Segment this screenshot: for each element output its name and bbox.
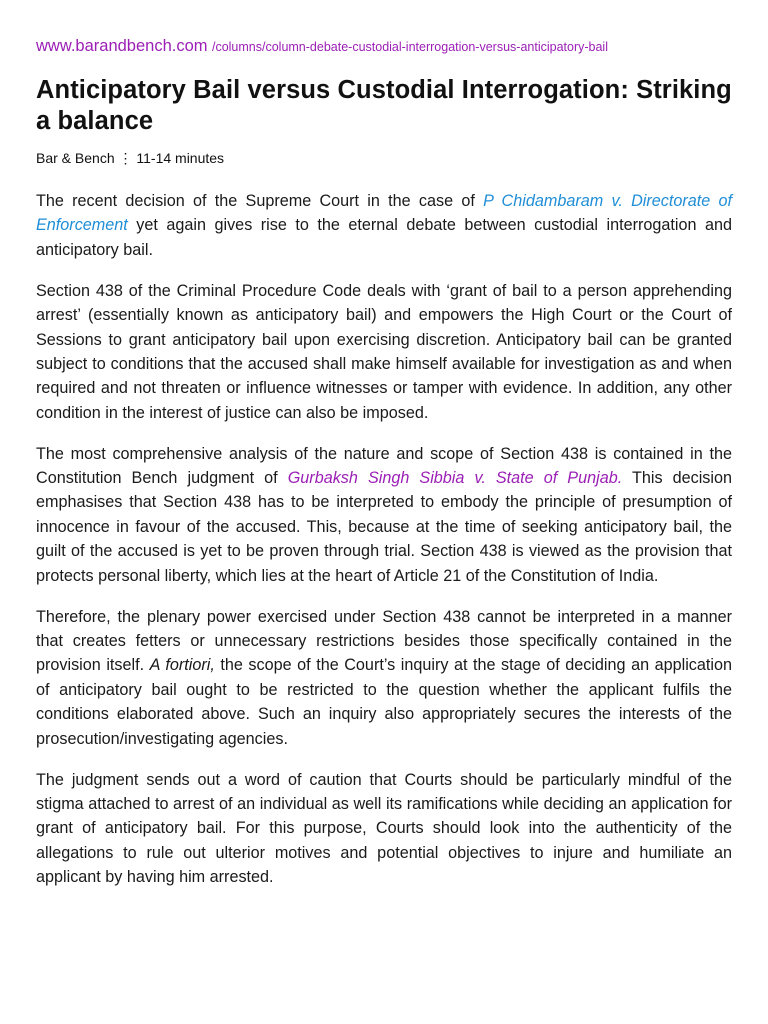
paragraph-3-text-after: This decision emphasises that Section 438 has to be interpreted to embody the principle of presumption of innocence in favour of the accused. This, because at the time of seeking anticipatory bail, the guilt of the accused is yet to be proven through trial. Section 438 is viewed as the provision that protects personal liberty, which lies at the heart of Article 21 of the Constitution of India.	[36, 469, 732, 585]
paragraph-2: Section 438 of the Criminal Procedure Code deals with ‘grant of bail to a person apprehending arrest’ (essentially known as anticipatory bail) and empowers the High Court or the Court of Sessions to grant anticipatory bail upon exercising discretion. Anticipatory bail can be granted subject to conditions that the accused shall make himself available for investigation as and when required and not threaten or influence witnesses or tamper with evidence. In addition, any other condition in the interest of justice can also be imposed.	[36, 281, 732, 422]
paragraph-3	[36, 442, 732, 588]
paragraph-1	[36, 189, 732, 262]
paragraph-5: The judgment sends out a word of caution that Courts should be particularly mindful of the stigma attached to arrest of an individual as well its ramifications while deciding an application for grant of anticipatory bail. For this purpose, Courts should look into the authenticity of the allegations to rule out ulterior motives and potential objectives to injure and humiliate an applicant by having him arrested.	[36, 770, 732, 887]
paragraph-4-italic: A fortiori,	[149, 656, 215, 675]
source-url	[36, 36, 732, 57]
article-body	[36, 189, 732, 890]
paragraph-1-text-after: yet again gives rise to the eternal debate between custodial interrogation and anticipatory bail.	[36, 216, 732, 259]
paragraph-4	[36, 605, 732, 751]
paragraph-4-text-after: the scope of the Court’s inquiry at the stage of deciding an application of anticipatory bail ought to be restricted to the question whether the applicant fulfils the conditions elaborated above. Such an inquiry also appropriately secures the interests of the prosecution/investigating agencies.	[36, 656, 733, 748]
source-domain-link[interactable]: www.barandbench.com	[36, 37, 208, 55]
paragraph-3-text-before: The most comprehensive analysis of the nature and scope of Section 438 is contained in the Constitution Bench judgment of	[36, 444, 732, 488]
article-meta: Bar & Bench ⋮ 11-14 minutes	[36, 150, 225, 166]
article-title: Anticipatory Bail versus Custodial Interrogation: Striking a balance	[36, 76, 732, 135]
case-link-sibbia[interactable]: Gurbaksh Singh Sibbia v. State of Punjab.	[287, 469, 623, 488]
paragraph-4-text-before: Therefore, the plenary power exercised under Section 438 cannot be interpreted in a manner that creates fetters or unnecessary restrictions besides those specifically contained in the provision itself.	[36, 607, 732, 675]
case-link-chidambaram[interactable]: P Chidambaram v. Directorate of Enforcement	[36, 192, 733, 235]
source-path-link[interactable]: /columns/column-debate-custodial-interrogation-versus-anticipatory-bail	[211, 40, 608, 54]
paragraph-1-text-before: The recent decision of the Supreme Court in the case of	[36, 192, 484, 210]
